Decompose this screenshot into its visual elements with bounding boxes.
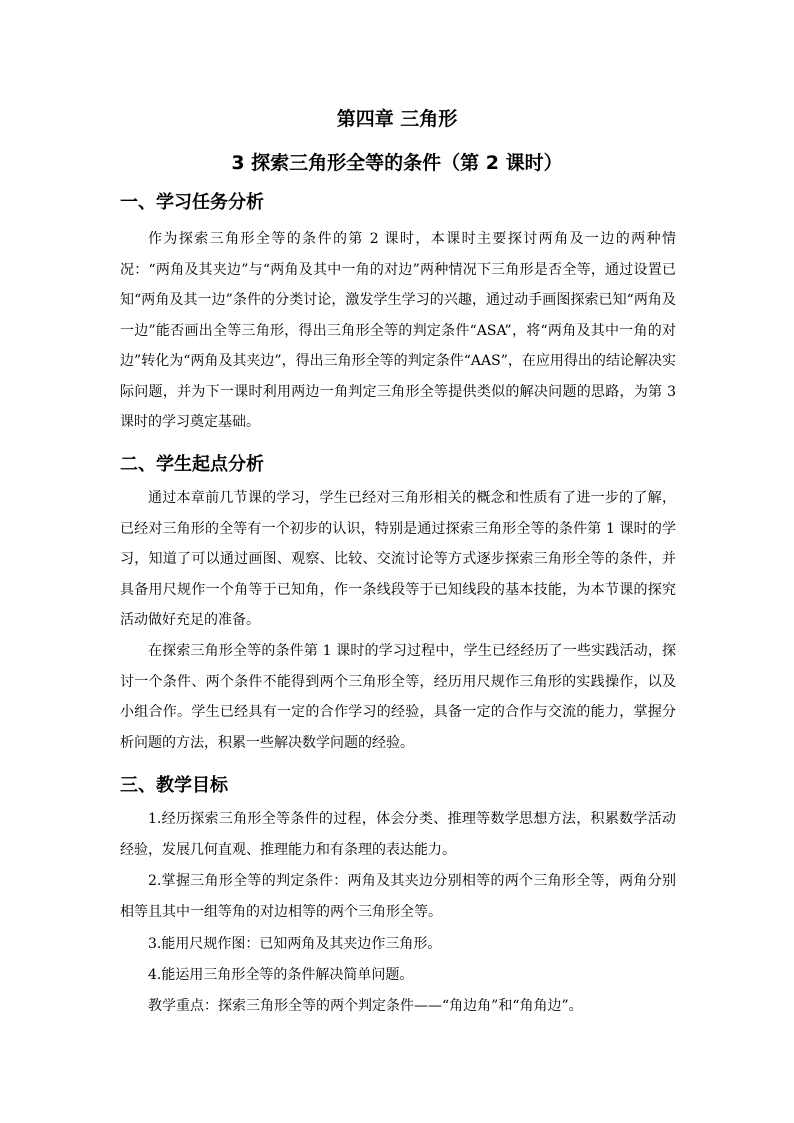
- lesson-title: 3 探索三角形全等的条件（第 2 课时）: [231, 152, 563, 174]
- chapter-title: 第四章 三角形: [336, 108, 458, 130]
- objective-item-2: 2.掌握三角形全等的判定条件：两角及其夹边分别相等的两个三角形全等，两角分别相等且其中一组等角的对边相等的两个三角形全等。: [120, 873, 676, 920]
- section-heading-student-start: 二、学生起点分析: [120, 454, 264, 475]
- objective-item-4: 4.能运用三角形全等的条件解决简单问题。: [148, 967, 414, 983]
- paragraph-student-start-2: 在探索三角形全等的条件第 1 课时的学习过程中，学生已经经历了一些实践活动，探讨一个条件、两个条件不能得到两个三角形全等，经历用尺规作三角形的实践操作，以及小组合作。学生已经具有一定的合作学习的经验，具备一定的合作与交流的能力，掌握分析问题的方法，积累一些解决数学问题的经验。: [120, 643, 676, 751]
- objective-item-1: 1.经历探索三角形全等条件的过程，体会分类、推理等数学思想方法，积累数学活动经验，发展几何直观、推理能力和有条理的表达能力。: [120, 811, 676, 858]
- section-heading-task-analysis: 一、学习任务分析: [120, 192, 264, 213]
- section-heading-objectives: 三、教学目标: [120, 775, 228, 796]
- objective-item-3: 3.能用尺规作图：已知两角及其夹边作三角形。: [148, 936, 442, 952]
- teaching-focus: 教学重点：探索三角形全等的两个判定条件——“角边角”和“角角边”。: [148, 998, 583, 1014]
- paragraph-task-analysis: 作为探索三角形全等的条件的第 2 课时，本课时主要探讨两角及一边的两种情况：“两角及其夹边”与“两角及其中一角的对边”两种情况下三角形是否全等，通过设置已知“两角及其一边”条件的分类讨论，激发学生学习的兴趣，通过动手画图探索已知“两角及一边”能否画出全等三角形，得出三角形全等的判定条件“ASA”，将“两角及其中一角的对边”转化为“两角及其夹边”，得出三角形全等的判定条件“AAS”，在应用得出的结论解决实际问题，并为下一课时利用两边一角判定三角形全等提供类似的解决问题的思路，为第 3 课时的学习奠定基础。: [120, 231, 676, 430]
- paragraph-student-start-1: 通过本章前几节课的学习，学生已经对三角形相关的概念和性质有了进一步的了解，已经对三角形的全等有一个初步的认识，特别是通过探索三角形全等的条件第 1 课时的学习，知道了可以通过画图、观察、比较、交流讨论等方式逐步探索三角形全等的条件，并具备用尺规作一个角等于已知角，作一条线段等于已知线段的基本技能，为本节课的探究活动做好充足的准备。: [120, 490, 676, 628]
